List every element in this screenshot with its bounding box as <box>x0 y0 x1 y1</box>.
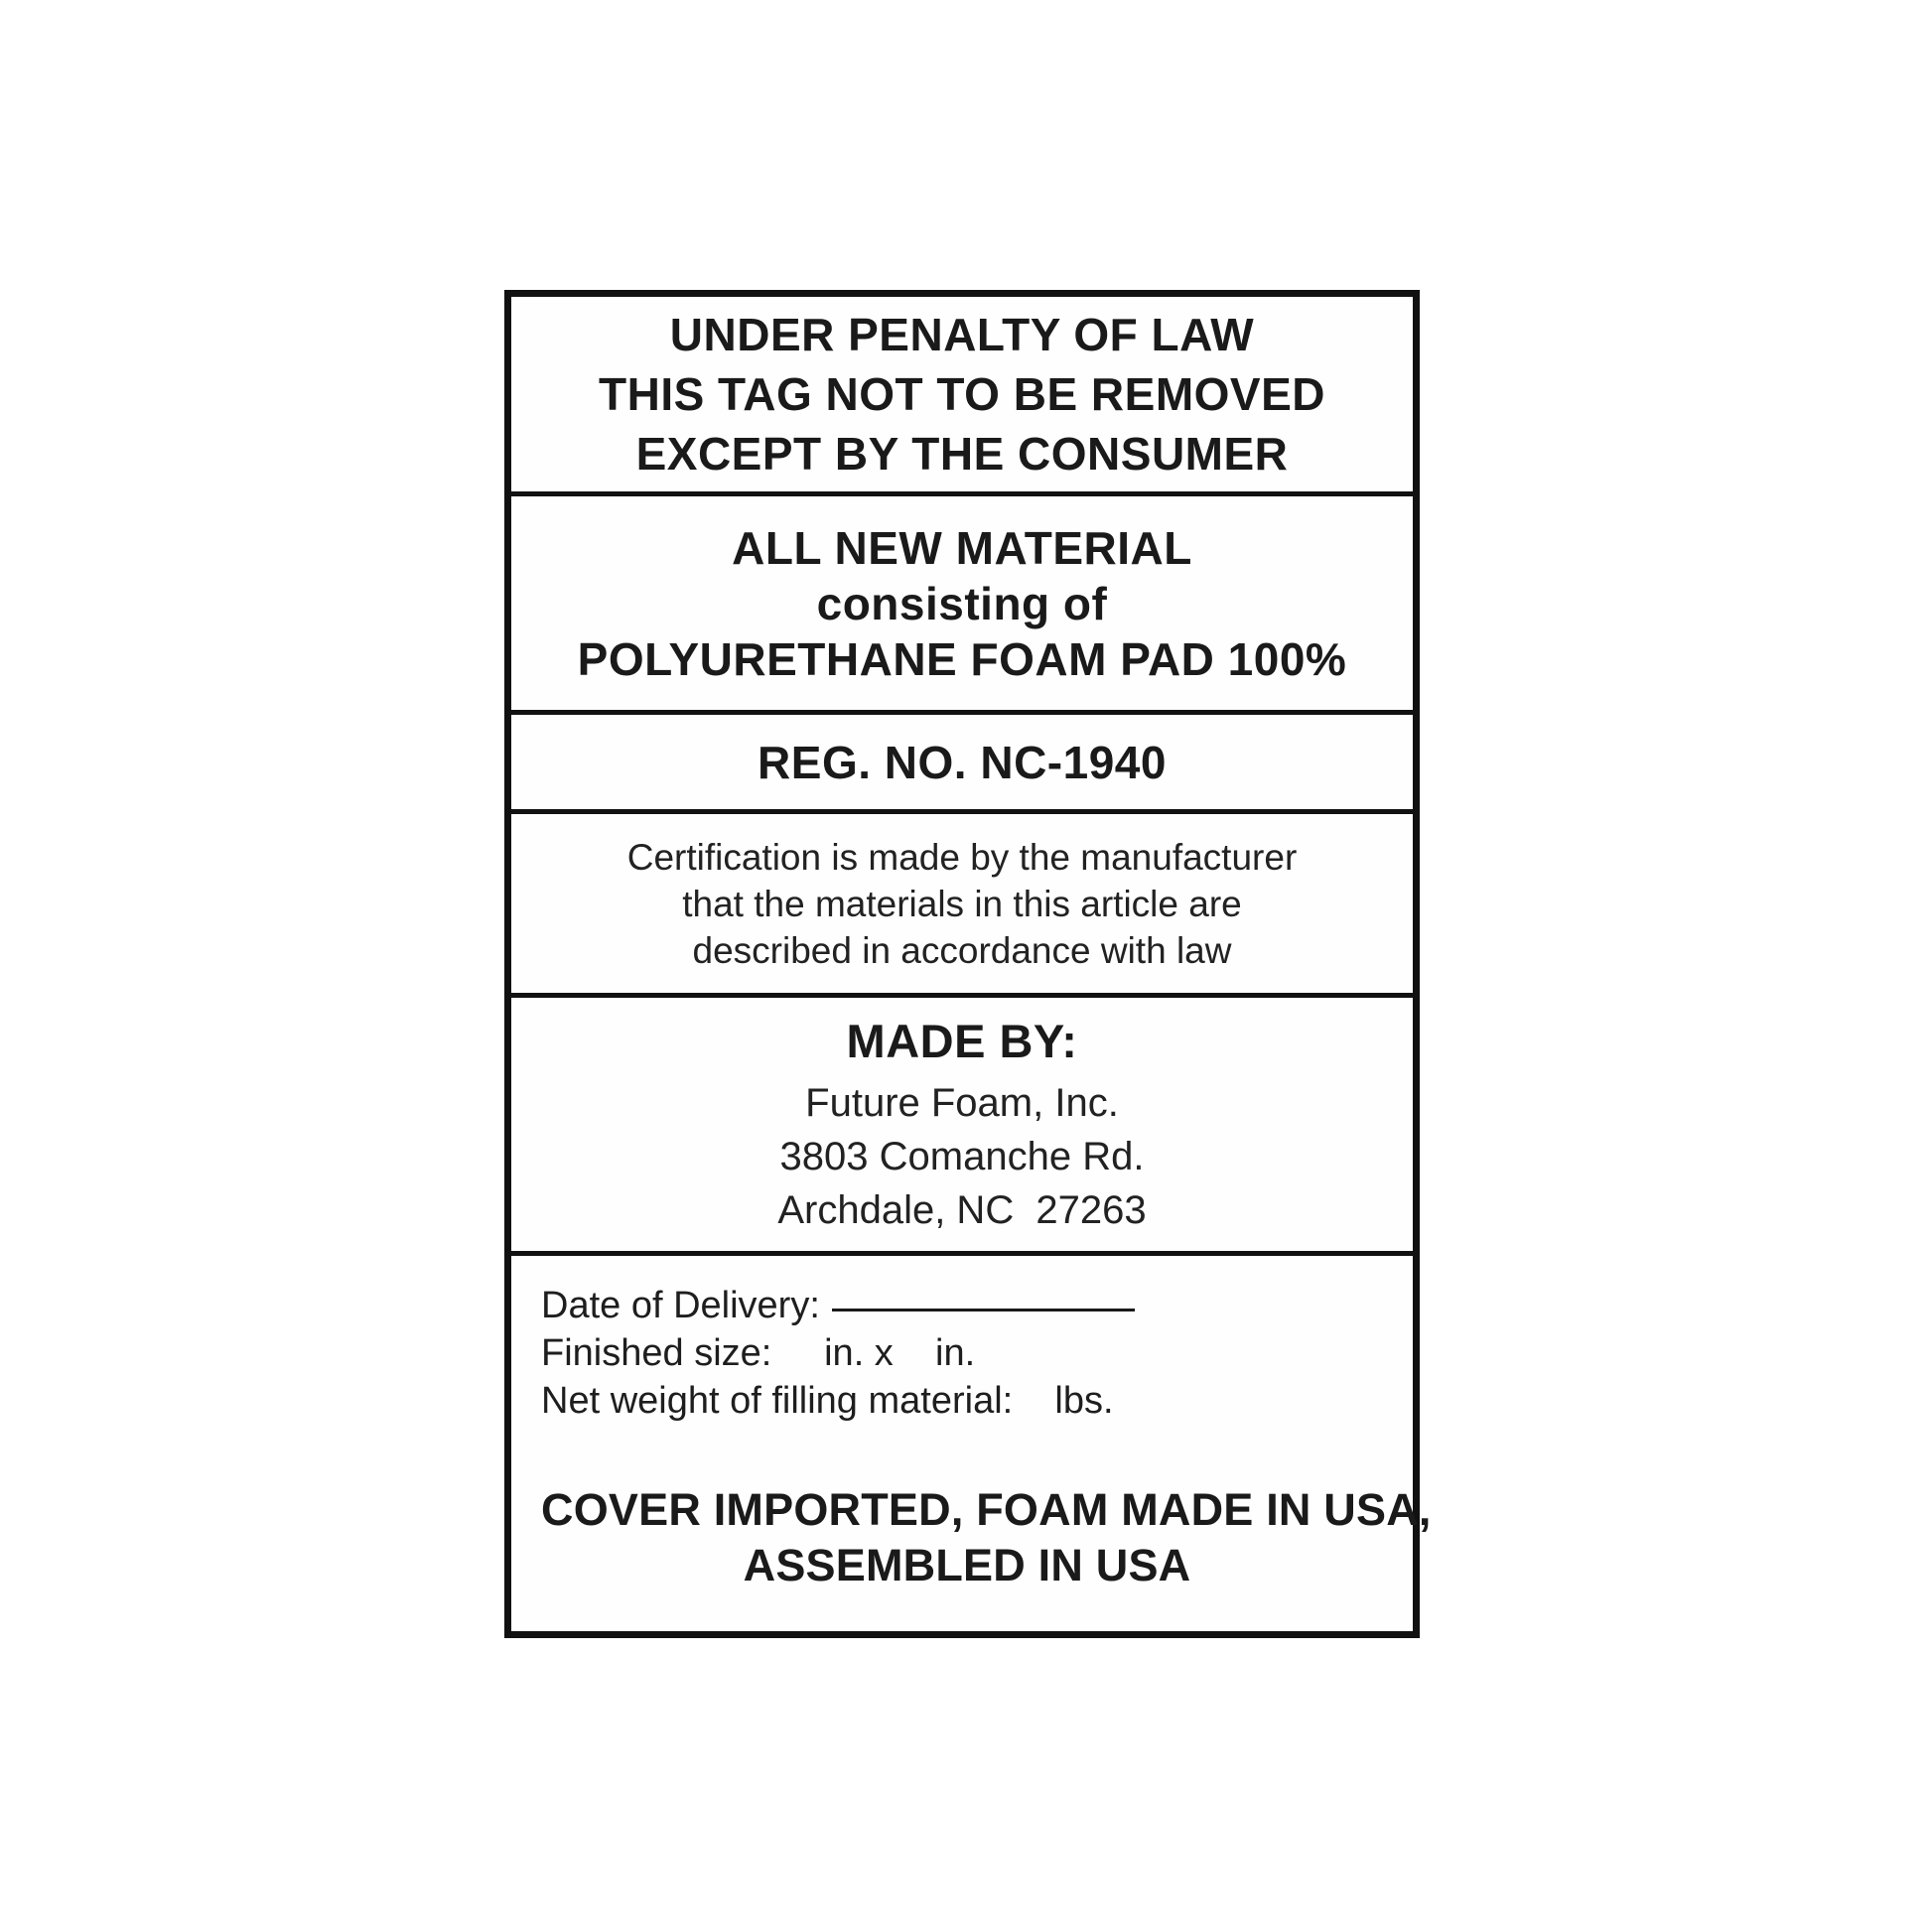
penalty-line: THIS TAG NOT TO BE REMOVED <box>599 368 1325 420</box>
law-label-tag <box>504 290 1432 1638</box>
reg-no-text: REG. NO. NC-1940 <box>758 736 1167 788</box>
certification-line: described in accordance with law <box>692 929 1232 971</box>
made-by-address-line: 3803 Comanche Rd. <box>779 1134 1145 1178</box>
material-line: consisting of <box>816 577 1108 629</box>
net-weight-line: Net weight of filling material: lbs. <box>541 1380 1114 1422</box>
finished-size-line: Finished size: in. x in. <box>541 1332 976 1374</box>
certification-line: Certification is made by the manufacturer <box>626 836 1298 878</box>
date-fill-line <box>832 1309 1135 1311</box>
origin-line: ASSEMBLED IN USA <box>743 1540 1191 1590</box>
reg-no-section <box>511 710 1413 809</box>
certification-section <box>511 809 1413 993</box>
penalty-section <box>511 297 1413 491</box>
material-line: ALL NEW MATERIAL <box>732 521 1192 574</box>
material-section <box>511 491 1413 710</box>
made-by-heading: MADE BY: <box>846 1014 1078 1067</box>
date-of-delivery-label: Date of Delivery: <box>541 1285 820 1326</box>
delivery-section <box>511 1251 1432 1631</box>
made-by-address-line: Future Foam, Inc. <box>805 1080 1119 1125</box>
date-of-delivery-line <box>541 1282 1135 1329</box>
origin-line: COVER IMPORTED, FOAM MADE IN USA, <box>541 1484 1432 1535</box>
material-line: POLYURETHANE FOAM PAD 100% <box>577 632 1347 685</box>
origin-statement <box>541 1482 1432 1593</box>
made-by-address-line: Archdale, NC 27263 <box>777 1187 1147 1232</box>
made-by-section <box>511 993 1413 1251</box>
penalty-line: EXCEPT BY THE CONSUMER <box>635 428 1289 480</box>
certification-line: that the materials in this article are <box>682 883 1242 924</box>
penalty-line: UNDER PENALTY OF LAW <box>669 309 1255 360</box>
